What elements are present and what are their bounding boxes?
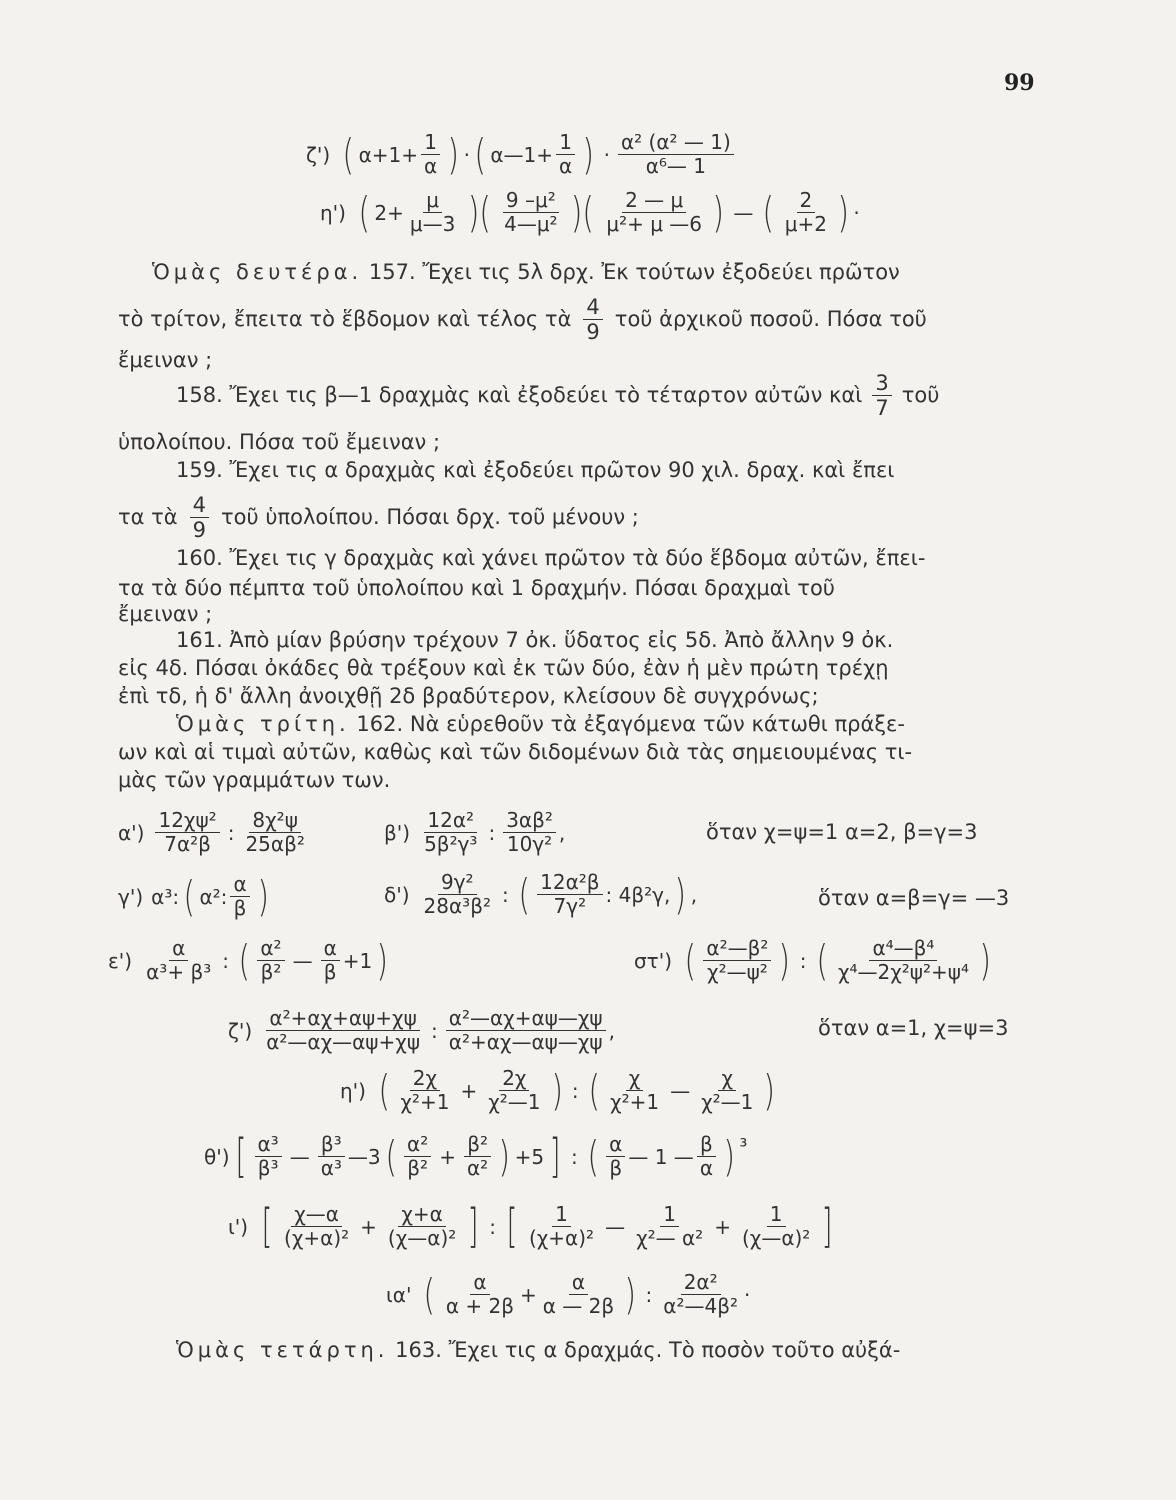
text-line: 159. Ἔχει τις α δραχμὰς καὶ ἐξοδεύει πρῶτον 90 χιλ. δραχ. καὶ ἔπει [176, 458, 895, 482]
formula-iota-alpha: ια' ( $\frac{\alpha}{\alpha + 2\beta}$ + $\frac{\alpha}{\alpha — 2\beta}$ ) : $\frac{\text{2α²}}{\text{α²—4β²}}$ · [386, 1269, 751, 1319]
section-heading: Ὁμὰς τετάρτη. [176, 1338, 389, 1362]
formula-label: α') [118, 820, 145, 845]
problem-text: 163. Ἔχει τις α δραχμάς. Τὸ ποσὸν τοῦτο αὐξά- [395, 1338, 901, 1362]
formula-label: η') [340, 1078, 366, 1103]
fraction-denominator: α²+αχ—αψ—χψ [448, 1030, 603, 1054]
fraction-numerator: 3 [872, 372, 891, 396]
problem-text: 157. Ἔχει τις 5λ δρχ. Ἐκ τούτων ἐξοδεύει πρῶτον [368, 260, 900, 284]
fraction-denominator: α²—αχ—αψ+χψ [266, 1030, 421, 1054]
text-line: τα τὰ δύο πέμπτα τοῦ ὑπολοίπου καὶ 1 δραχμήν. Πόσαι δραχμαὶ τοῦ [118, 576, 835, 600]
text-line [176, 1340, 900, 1361]
formula-theta: θ') [ $\frac{\text{α³}}{\text{β³}}$ — $\frac{\text{β³}}{\text{α³}}$ —3 ( $\frac{\text{α²}}{\text{β²}}$ + $\frac{\text{β²}}{\text{α²}}$ ) +5 ] : ( $\frac{\alpha}{\beta}$ — 1 — $\frac{\beta}{\alpha}$ ) ³ [204, 1128, 748, 1183]
text-line: 160. Ἔχει τις γ δραχμὰς καὶ χάνει πρῶτον τὰ δύο ἕβδομα αὐτῶν, ἔπει- [176, 546, 926, 570]
fraction-denominator: 4—μ² [504, 212, 558, 236]
fraction-denominator: χ²+1 [400, 1090, 450, 1114]
formula-term: : 4β²γ, [605, 882, 671, 907]
formula-zeta: ζ') ( α+1+ $\frac{1}{\alpha}$ ) · ( α—1+ $\frac{1}{\alpha}$ ) · $\frac{\text{α² (α² — 1)}}{\text{α⁶— 1}}$ [306, 132, 737, 177]
formula-label: η') [320, 200, 346, 225]
fraction-numerator: α² [257, 938, 284, 961]
fraction-numerator: α² (α² — 1) [618, 132, 734, 155]
fraction-numerator: 1 [556, 132, 575, 155]
fraction-denominator: (χ—α)² [741, 1226, 811, 1250]
fraction-numerator: 12α²β [537, 872, 602, 895]
formula-term: — 1 — [628, 1144, 694, 1169]
formula-term: +1 [342, 948, 373, 973]
formula-term: α+1+ [358, 142, 419, 167]
formula-term: +5 [514, 1144, 545, 1169]
formula-label: ζ') [306, 142, 331, 167]
fraction-denominator: α — 2β [542, 1294, 615, 1318]
fraction-numerator: 1 [767, 1204, 786, 1227]
fraction-numerator: 4 [583, 296, 602, 320]
fraction-numerator: α [569, 1272, 588, 1295]
formula-iota: ι') [ $\frac{\chi—\alpha}{\text{(χ+α)²}}$ + $\frac{\chi+\alpha}{\text{(χ—α)²}}$ ] : [ $\frac{1}{\text{(χ+α)²}}$ — $\frac{1}{\text{χ²— α²}}$ + $\frac{1}{\text{(χ—α)²}}$ ] [228, 1198, 833, 1253]
fraction-denominator: β [323, 960, 337, 984]
fraction-numerator: 8χ²ψ [249, 810, 301, 833]
problem-text: τοῦ ὑπολοίπου. Πόσαι δρχ. τοῦ μένουν ; [221, 505, 639, 530]
text-line: ων καὶ αἱ τιμαὶ αὐτῶν, καθὼς καὶ τῶν διδομένων διὰ τὰς σημειουμένας τι- [118, 740, 913, 764]
fraction-numerator: 1 [660, 1204, 679, 1227]
fraction-denominator: 7γ² [553, 894, 587, 918]
fraction-denominator: α + 2β [445, 1294, 514, 1318]
fraction-denominator: (χ+α)² [284, 1226, 350, 1250]
fraction-denominator: 25αβ² [245, 832, 305, 856]
text-line [118, 494, 639, 541]
fraction-numerator: 12α² [424, 810, 477, 833]
fraction-denominator: (χ+α)² [528, 1226, 595, 1250]
formula-label: ι') [228, 1214, 249, 1239]
formula-term: α³: [151, 884, 180, 909]
fraction-denominator: α [699, 1156, 713, 1180]
fraction-denominator: β [233, 896, 247, 920]
fraction-numerator: 1 [552, 1204, 571, 1227]
fraction-denominator: α³ [320, 1156, 342, 1180]
fraction-numerator: χ [626, 1068, 644, 1091]
fraction-numerator: χ—α [291, 1204, 342, 1227]
fraction-denominator: 9 [586, 320, 600, 345]
fraction-denominator: 28α³β² [423, 894, 491, 918]
fraction-numerator: 2χ [499, 1068, 529, 1091]
fraction-numerator: β³ [318, 1134, 345, 1157]
formula-label: ια' [386, 1282, 412, 1307]
fraction-numerator: 9γ² [438, 872, 477, 895]
fraction-denominator: χ²—1 [701, 1090, 754, 1114]
fraction-denominator: μ+2 [784, 212, 828, 236]
formula-gamma: γ') α³: ( α²: $\frac{\alpha}{\beta}$ ) [118, 871, 269, 921]
problem-text: τοῦ [901, 383, 940, 408]
fraction-denominator: 9 [192, 518, 207, 543]
exponent: ³ [739, 1134, 748, 1158]
fraction-denominator: μ—3 [409, 212, 456, 236]
fraction-denominator: α [424, 154, 438, 178]
fraction-denominator: β³ [257, 1156, 279, 1180]
condition: ὅταν χ=ψ=1 α=2, β=γ=3 [706, 820, 978, 844]
fraction-denominator: 5β²γ³ [424, 832, 478, 856]
text-line: ἐπὶ τδ, ἡ δ' ἄλλη ἀνοιχθῇ 2δ βραδύτερον, κλείσουν δὲ συγχρόνως; [118, 684, 819, 708]
formula-label: β') [384, 820, 411, 845]
formula-label: στ') [634, 948, 673, 973]
fraction-numerator: 2 — μ [622, 190, 686, 213]
fraction-numerator: α²—αχ+αψ—χψ [446, 1008, 606, 1031]
problem-text: τα τὰ [118, 505, 178, 530]
fraction-denominator: β² [260, 960, 282, 984]
formula-epsilon: ε') $\frac{\alpha}{\text{α³+ β³}}$ : ( $\frac{\text{α²}}{\text{β²}}$ — $\frac{\alpha}{\beta}$ +1 ) [108, 935, 389, 985]
condition: ὅταν α=β=γ= —3 [818, 886, 1010, 910]
fraction-numerator: χ+α [398, 1204, 446, 1227]
text-line: 161. Ἀπὸ μίαν βρύσην τρέχουν 7 ὀκ. ὕδατος εἰς 5δ. Ἀπὸ ἄλλην 9 ὀκ. [176, 628, 894, 652]
problem-text: 158. Ἔχει τις β—1 δραχμὰς καὶ ἐξοδεύει τὸ τέταρτον αὐτῶν καὶ [176, 383, 863, 408]
fraction-denominator: χ²—1 [488, 1090, 541, 1114]
fraction-numerator: α³ [255, 1134, 282, 1157]
text-line [118, 296, 927, 343]
fraction-numerator: 1 [421, 132, 440, 155]
formula-eta-2: η') ( $\frac{2\chi}{\text{χ²+1}}$ + $\frac{2\chi}{\text{χ²—1}}$ ) : ( $\frac{\chi}{\text{χ²+1}}$ — $\frac{\chi}{\text{χ²—1}}$ ) [340, 1065, 776, 1115]
formula-term: 2+ [374, 200, 404, 225]
problem-text: τοῦ ἀρχικοῦ ποσοῦ. Πόσα τοῦ [614, 307, 927, 332]
fraction-numerator: α² [404, 1134, 431, 1157]
fraction-denominator: β [609, 1156, 623, 1180]
fraction-numerator: α [321, 938, 340, 961]
text-line: ἔμειναν ; [118, 348, 213, 372]
fraction-denominator: 10γ² [506, 832, 553, 856]
fraction-numerator: α [606, 1134, 625, 1157]
problem-text: τὸ τρίτον, ἔπειτα τὸ ἕβδομον καὶ τέλος τὰ [118, 307, 572, 332]
fraction-numerator: α²—β² [703, 938, 771, 961]
fraction-denominator: β² [407, 1156, 429, 1180]
formula-eta: η') ( 2+ $\frac{\mu}{\mu—3}$ )( $\frac{\text{9 –μ²}}{\text{4—μ²}}$ )( $\frac{2 — \mu}{\text{μ²+ μ —6}}$ ) — ( $\frac{2}{\mu+2}$ ) · [320, 187, 860, 237]
fraction-numerator: 2α² [681, 1272, 721, 1295]
fraction-denominator: (χ—α)² [387, 1226, 457, 1250]
fraction-numerator: α [230, 874, 249, 897]
fraction-numerator: 4 [190, 494, 209, 518]
fraction-denominator: α⁶— 1 [645, 154, 706, 178]
problem-text: 162. Νὰ εὑρεθοῦν τὰ ἐξαγόμενα τῶν κάτωθι πράξε- [356, 712, 905, 736]
fraction-numerator: 2χ [410, 1068, 440, 1091]
formula-term: α—1+ [490, 142, 554, 167]
formula-zeta-2: ζ') $\frac{\text{α²+αχ+αψ+χψ}}{\text{α²—αχ—αψ+χψ}}$ : $\frac{\text{α²—αχ+αψ—χψ}}{\text{α²+αχ—αψ—χψ}}$ , [228, 1006, 615, 1054]
formula-label: ε') [108, 948, 133, 973]
text-line: μὰς τῶν γραμμάτων των. [118, 768, 391, 792]
formula-term: α²: [199, 884, 228, 909]
fraction-denominator: α [559, 154, 573, 178]
formula-label: θ') [204, 1144, 230, 1169]
fraction-numerator: α [470, 1272, 489, 1295]
fraction-denominator: α² [467, 1156, 489, 1180]
fraction-numerator: χ [718, 1068, 736, 1091]
fraction-denominator: α³+ β³ [146, 960, 212, 984]
formula-alpha: α') $\frac{\text{12χψ²}}{\text{7α²β}}$ : $\frac{\text{8χ²ψ}}{\text{25αβ²}}$ [118, 810, 311, 855]
text-line: ὑπολοίπου. Πόσα τοῦ ἔμειναν ; [118, 430, 441, 454]
condition: ὅταν α=1, χ=ψ=3 [818, 1016, 1009, 1040]
fraction-denominator: χ⁴—2χ²ψ²+ψ⁴ [837, 960, 969, 984]
formula-beta: β') $\frac{\text{12α²}}{\text{5β²γ³}}$ : $\frac{\text{3αβ²}}{\text{10γ²}}$ , [384, 808, 566, 856]
text-line: ἔμειναν ; [118, 602, 213, 626]
text-line [152, 262, 900, 283]
formula-label: δ') [384, 882, 410, 907]
fraction-denominator: 7α²β [164, 832, 211, 856]
fraction-numerator: μ [423, 190, 442, 213]
text-line [176, 372, 939, 419]
page-number: 99 [1004, 70, 1035, 96]
section-heading: Ὁμὰς τρίτη. [176, 712, 350, 736]
fraction-numerator: 3αβ² [503, 810, 556, 833]
formula-delta: δ') $\frac{\text{9γ²}}{\text{28α³β²}}$ : ( $\frac{\text{12α²β}}{\text{7γ²}}$ : 4β²γ, ) , [384, 869, 698, 919]
fraction-numerator: β [697, 1134, 716, 1157]
fraction-numerator: 9 –μ² [503, 190, 559, 213]
fraction-numerator: 12χψ² [155, 810, 219, 833]
fraction-numerator: α²+αχ+αψ+χψ [266, 1008, 419, 1031]
formula-label: ζ') [228, 1018, 253, 1043]
text-line: εἰς 4δ. Πόσαι ὀκάδες θὰ τρέξουν καὶ ἐκ τῶν δύο, ἐὰν ἡ μὲν πρώτη τρέχῃ [118, 656, 889, 680]
fraction-denominator: μ²+ μ —6 [606, 212, 703, 236]
section-heading: Ὁμὰς δευτέρα. [152, 260, 363, 284]
fraction-numerator: α⁴—β⁴ [869, 938, 937, 961]
formula-term: —3 [347, 1144, 381, 1169]
fraction-denominator: 7 [875, 396, 889, 421]
text-line [176, 714, 905, 735]
formula-stigma: στ') ( $\frac{\text{α²—β²}}{\text{χ²—ψ²}}$ ) : ( $\frac{\text{α⁴—β⁴}}{\text{χ⁴—2χ²ψ²+ψ⁴}}$ ) [634, 935, 991, 985]
fraction-numerator: β² [464, 1134, 491, 1157]
fraction-denominator: χ²—ψ² [707, 960, 768, 984]
fraction-denominator: χ²+1 [610, 1090, 660, 1114]
fraction-denominator: α²—4β² [663, 1294, 739, 1318]
fraction-numerator: 2 [797, 190, 816, 213]
fraction-denominator: χ²— α² [636, 1226, 704, 1250]
fraction-numerator: α [169, 938, 188, 961]
formula-label: γ') [118, 884, 144, 909]
